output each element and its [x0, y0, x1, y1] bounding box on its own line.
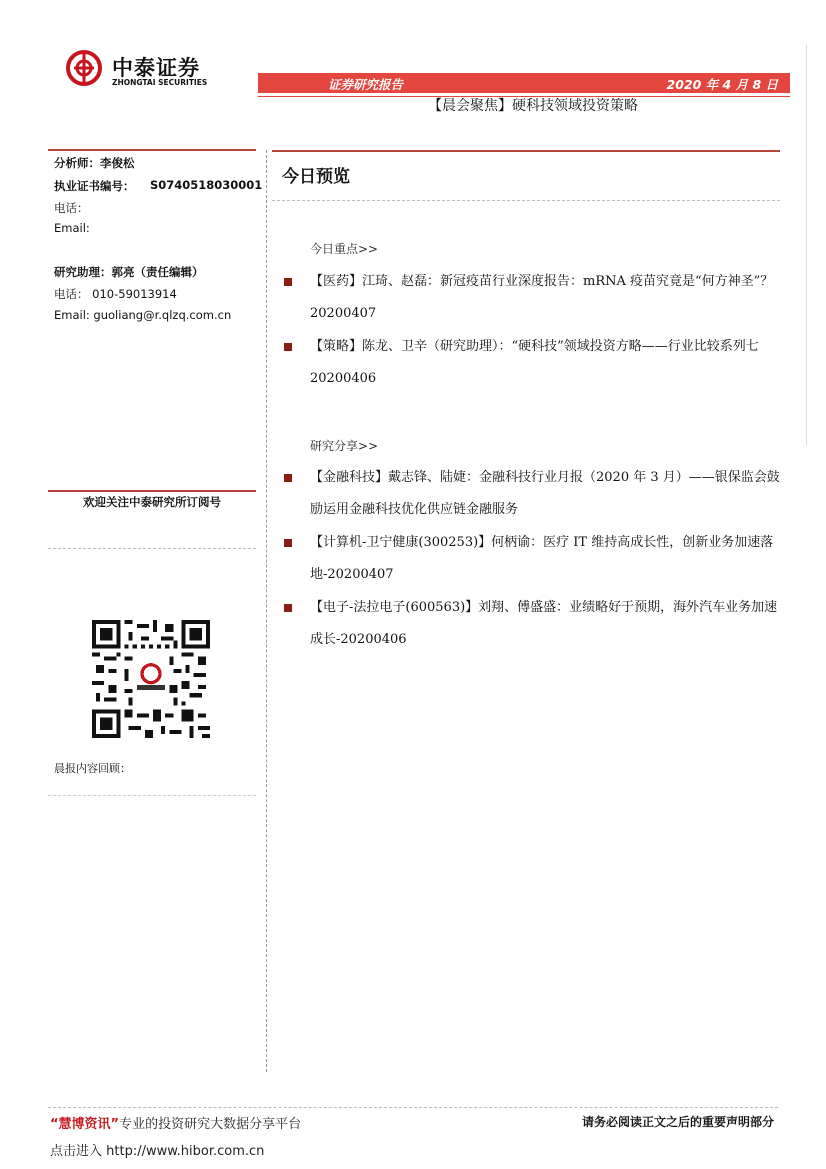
analyst-phone-label: 电话：	[54, 201, 89, 215]
zhongtai-logo-icon	[66, 50, 102, 86]
footer-slogan-text: 专业的投资研究大数据分享平台	[119, 1117, 302, 1132]
assistant-phone: 电话： 010-59013914	[54, 287, 177, 301]
list-item[interactable]: 【计算机-卫宁健康(300253)】何柄谕：医疗 IT 维持高成长性，创新业务加速落地-20200407	[310, 535, 774, 582]
list-item[interactable]: 【策略】陈龙、卫辛（研究助理）：“硬科技”领域投资方略——行业比较系列七 20200406	[310, 339, 759, 386]
license-label: 执业证书编号：	[54, 179, 135, 193]
page-edge-divider	[806, 45, 807, 445]
section-title: 今日预览	[282, 167, 350, 187]
section-bottom-rule	[272, 200, 780, 201]
footer-brand: “慧博资讯”	[50, 1117, 120, 1132]
sidebar-top-rule	[48, 149, 256, 151]
review-heading: 晨报内容回顾：	[54, 762, 131, 775]
share-heading: 研究分享>>	[310, 439, 379, 453]
subscribe-top-rule	[48, 490, 256, 492]
brand-name-en: ZHONGTAI SECURITIES	[112, 78, 208, 87]
subscribe-heading: 欢迎关注中泰研究所订阅号	[83, 495, 221, 509]
assistant-email[interactable]: Email: guoliang@r.qlzq.com.cn	[54, 308, 232, 322]
list-bullet-icon	[284, 278, 292, 286]
report-type-label: 证券研究报告	[328, 77, 404, 92]
list-bullet-icon	[284, 343, 292, 351]
column-divider	[266, 150, 267, 1072]
footer-link[interactable]: 点击进入 http://www.hibor.com.cn	[50, 1144, 265, 1159]
company-logo	[66, 50, 236, 90]
list-bullet-icon	[284, 474, 292, 482]
brand-name-cn: 中泰证券	[112, 56, 200, 80]
review-divider	[48, 795, 256, 796]
analyst-email-label: Email:	[54, 221, 90, 235]
list-item[interactable]: 【金融科技】戴志锋、陆婕：金融科技行业月报（2020 年 3 月）——银保监会鼓励运用金融科技优化供应链金融服务	[310, 470, 780, 517]
license-number: S0740518030001	[150, 178, 263, 192]
list-item[interactable]: 【电子-法拉电子(600563)】刘翔、傅盛盛：业绩略好于预期，海外汽车业务加速成长-20200406	[310, 600, 778, 647]
focus-heading: 今日重点>>	[310, 242, 379, 256]
list-bullet-icon	[284, 539, 292, 547]
footer-notice: 请务必阅读正文之后的重要声明部分	[581, 1115, 774, 1129]
document-title: 【晨会聚焦】硬科技领域投资策略	[428, 98, 638, 114]
analyst-name: 分析师：李俊松	[54, 156, 135, 170]
report-date: 2020 年 4 月 8 日	[666, 77, 778, 92]
list-item[interactable]: 【医药】江琦、赵磊：新冠疫苗行业深度报告：mRNA 疫苗究竟是“何方神圣”？20200407	[310, 274, 774, 321]
footer-slogan	[50, 1113, 301, 1132]
subscribe-box	[48, 510, 256, 549]
list-bullet-icon	[284, 604, 292, 612]
section-top-rule	[272, 150, 780, 152]
footer-rule	[48, 1107, 778, 1108]
assistant-name: 研究助理：郭亮（责任编辑）	[54, 265, 204, 279]
qr-code-icon[interactable]	[92, 620, 210, 738]
